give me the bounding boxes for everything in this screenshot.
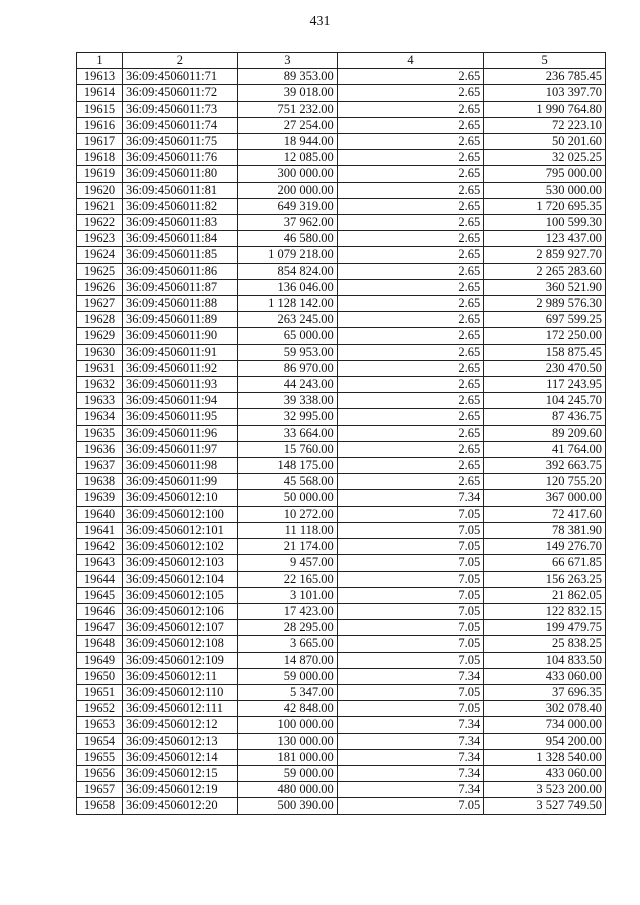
rate-cell: 7.05 [337,684,483,700]
row-number-cell: 19645 [77,587,123,603]
area-value-cell: 751 232.00 [237,101,337,117]
rate-cell: 2.65 [337,328,483,344]
rate-cell: 2.65 [337,425,483,441]
cadastral-number-cell: 36:09:4506011:71 [122,69,237,85]
cadastral-number-cell: 36:09:4506012:15 [122,765,237,781]
total-value-cell: 41 764.00 [484,441,606,457]
rate-cell: 7.05 [337,636,483,652]
area-value-cell: 1 079 218.00 [237,247,337,263]
table-row [77,312,606,328]
table-row [77,231,606,247]
row-number-cell: 19629 [77,328,123,344]
total-value-cell: 156 263.25 [484,571,606,587]
total-value-cell: 954 200.00 [484,733,606,749]
rate-cell: 2.65 [337,474,483,490]
total-value-cell: 104 245.70 [484,393,606,409]
cadastral-number-cell: 36:09:4506012:109 [122,652,237,668]
rate-cell: 7.05 [337,539,483,555]
cadastral-number-cell: 36:09:4506011:88 [122,296,237,312]
register-table [76,52,606,815]
row-number-cell: 19646 [77,603,123,619]
row-number-cell: 19628 [77,312,123,328]
rate-cell: 2.65 [337,166,483,182]
cadastral-number-cell: 36:09:4506011:92 [122,360,237,376]
rate-cell: 2.65 [337,117,483,133]
rate-cell: 2.65 [337,344,483,360]
row-number-cell: 19634 [77,409,123,425]
table-row [77,798,606,814]
total-value-cell: 433 060.00 [484,668,606,684]
total-value-cell: 25 838.25 [484,636,606,652]
cadastral-number-cell: 36:09:4506011:82 [122,198,237,214]
area-value-cell: 59 953.00 [237,344,337,360]
total-value-cell: 103 397.70 [484,85,606,101]
area-value-cell: 100 000.00 [237,717,337,733]
cadastral-number-cell: 36:09:4506011:81 [122,182,237,198]
area-value-cell: 148 175.00 [237,458,337,474]
cadastral-number-cell: 36:09:4506011:84 [122,231,237,247]
area-value-cell: 3 101.00 [237,587,337,603]
rate-cell: 7.05 [337,522,483,538]
cadastral-number-cell: 36:09:4506012:102 [122,539,237,555]
row-number-cell: 19647 [77,620,123,636]
cadastral-number-cell: 36:09:4506012:108 [122,636,237,652]
total-value-cell: 117 243.95 [484,377,606,393]
cadastral-number-cell: 36:09:4506012:107 [122,620,237,636]
total-value-cell: 392 663.75 [484,458,606,474]
row-number-cell: 19635 [77,425,123,441]
total-value-cell: 367 000.00 [484,490,606,506]
cadastral-number-cell: 36:09:4506012:11 [122,668,237,684]
area-value-cell: 33 664.00 [237,425,337,441]
cadastral-number-cell: 36:09:4506011:96 [122,425,237,441]
total-value-cell: 1 328 540.00 [484,749,606,765]
column-header-5: 5 [484,53,606,69]
row-number-cell: 19617 [77,134,123,150]
cadastral-number-cell: 36:09:4506011:90 [122,328,237,344]
cadastral-number-cell: 36:09:4506012:103 [122,555,237,571]
cadastral-number-cell: 36:09:4506011:93 [122,377,237,393]
row-number-cell: 19651 [77,684,123,700]
table-row [77,215,606,231]
rate-cell: 7.34 [337,765,483,781]
table-row [77,717,606,733]
row-number-cell: 19626 [77,279,123,295]
total-value-cell: 123 437.00 [484,231,606,247]
area-value-cell: 65 000.00 [237,328,337,344]
table-row [77,539,606,555]
row-number-cell: 19649 [77,652,123,668]
total-value-cell: 122 832.15 [484,603,606,619]
row-number-cell: 19615 [77,101,123,117]
row-number-cell: 19620 [77,182,123,198]
row-number-cell: 19654 [77,733,123,749]
table-row [77,69,606,85]
rate-cell: 7.05 [337,603,483,619]
row-number-cell: 19619 [77,166,123,182]
cadastral-number-cell: 36:09:4506011:75 [122,134,237,150]
row-number-cell: 19633 [77,393,123,409]
row-number-cell: 19614 [77,85,123,101]
total-value-cell: 360 521.90 [484,279,606,295]
row-number-cell: 19640 [77,506,123,522]
area-value-cell: 1 128 142.00 [237,296,337,312]
cadastral-number-cell: 36:09:4506012:100 [122,506,237,522]
area-value-cell: 44 243.00 [237,377,337,393]
table-row [77,522,606,538]
total-value-cell: 697 599.25 [484,312,606,328]
area-value-cell: 17 423.00 [237,603,337,619]
cadastral-number-cell: 36:09:4506011:73 [122,101,237,117]
table-row [77,587,606,603]
total-value-cell: 50 201.60 [484,134,606,150]
total-value-cell: 302 078.40 [484,701,606,717]
table-row [77,782,606,798]
table-row [77,377,606,393]
rate-cell: 2.65 [337,85,483,101]
column-header-3: 3 [237,53,337,69]
row-number-cell: 19616 [77,117,123,133]
row-number-cell: 19657 [77,782,123,798]
area-value-cell: 39 018.00 [237,85,337,101]
area-value-cell: 32 995.00 [237,409,337,425]
area-value-cell: 86 970.00 [237,360,337,376]
table-row [77,652,606,668]
rate-cell: 2.65 [337,458,483,474]
area-value-cell: 649 319.00 [237,198,337,214]
cadastral-number-cell: 36:09:4506011:72 [122,85,237,101]
rate-cell: 2.65 [337,263,483,279]
total-value-cell: 72 223.10 [484,117,606,133]
cadastral-number-cell: 36:09:4506011:85 [122,247,237,263]
area-value-cell: 21 174.00 [237,539,337,555]
rate-cell: 7.05 [337,555,483,571]
cadastral-number-cell: 36:09:4506012:111 [122,701,237,717]
table-row [77,441,606,457]
page-number: 431 [309,14,331,29]
total-value-cell: 3 527 749.50 [484,798,606,814]
row-number-cell: 19636 [77,441,123,457]
cadastral-number-cell: 36:09:4506012:19 [122,782,237,798]
row-number-cell: 19652 [77,701,123,717]
cadastral-number-cell: 36:09:4506012:10 [122,490,237,506]
area-value-cell: 181 000.00 [237,749,337,765]
area-value-cell: 59 000.00 [237,668,337,684]
area-value-cell: 27 254.00 [237,117,337,133]
rate-cell: 7.05 [337,652,483,668]
table-row [77,198,606,214]
rate-cell: 2.65 [337,231,483,247]
rate-cell: 2.65 [337,279,483,295]
cadastral-number-cell: 36:09:4506011:74 [122,117,237,133]
table-row [77,620,606,636]
area-value-cell: 28 295.00 [237,620,337,636]
rate-cell: 2.65 [337,69,483,85]
table-row [77,344,606,360]
rate-cell: 2.65 [337,441,483,457]
rate-cell: 2.65 [337,215,483,231]
rate-cell: 2.65 [337,312,483,328]
rate-cell: 7.05 [337,620,483,636]
table-row [77,117,606,133]
rate-cell: 2.65 [337,393,483,409]
total-value-cell: 158 875.45 [484,344,606,360]
row-number-cell: 19656 [77,765,123,781]
total-value-cell: 530 000.00 [484,182,606,198]
cadastral-number-cell: 36:09:4506011:98 [122,458,237,474]
area-value-cell: 9 457.00 [237,555,337,571]
rate-cell: 2.65 [337,247,483,263]
area-value-cell: 11 118.00 [237,522,337,538]
table-row [77,150,606,166]
cadastral-number-cell: 36:09:4506012:110 [122,684,237,700]
area-value-cell: 200 000.00 [237,182,337,198]
table-row [77,490,606,506]
table-row [77,701,606,717]
header-row [77,53,606,69]
rate-cell: 2.65 [337,101,483,117]
total-value-cell: 433 060.00 [484,765,606,781]
total-value-cell: 37 696.35 [484,684,606,700]
rate-cell: 2.65 [337,150,483,166]
total-value-cell: 100 599.30 [484,215,606,231]
rate-cell: 7.34 [337,782,483,798]
rate-cell: 2.65 [337,360,483,376]
total-value-cell: 87 436.75 [484,409,606,425]
cadastral-number-cell: 36:09:4506011:91 [122,344,237,360]
row-number-cell: 19623 [77,231,123,247]
row-number-cell: 19637 [77,458,123,474]
row-number-cell: 19639 [77,490,123,506]
rate-cell: 2.65 [337,409,483,425]
table-row [77,166,606,182]
row-number-cell: 19642 [77,539,123,555]
rate-cell: 2.65 [337,134,483,150]
row-number-cell: 19618 [77,150,123,166]
total-value-cell: 734 000.00 [484,717,606,733]
table-row [77,668,606,684]
cadastral-number-cell: 36:09:4506011:95 [122,409,237,425]
area-value-cell: 42 848.00 [237,701,337,717]
total-value-cell: 2 265 283.60 [484,263,606,279]
cadastral-number-cell: 36:09:4506011:80 [122,166,237,182]
rate-cell: 7.05 [337,587,483,603]
rate-cell: 7.34 [337,749,483,765]
table-row [77,360,606,376]
rate-cell: 2.65 [337,377,483,393]
area-value-cell: 480 000.00 [237,782,337,798]
cadastral-number-cell: 36:09:4506012:104 [122,571,237,587]
rate-cell: 7.34 [337,733,483,749]
cadastral-number-cell: 36:09:4506011:86 [122,263,237,279]
total-value-cell: 795 000.00 [484,166,606,182]
table-row [77,85,606,101]
rate-cell: 2.65 [337,296,483,312]
area-value-cell: 45 568.00 [237,474,337,490]
cadastral-number-cell: 36:09:4506012:106 [122,603,237,619]
total-value-cell: 1 990 764.80 [484,101,606,117]
table-row [77,101,606,117]
rate-cell: 2.65 [337,198,483,214]
area-value-cell: 12 085.00 [237,150,337,166]
row-number-cell: 19655 [77,749,123,765]
row-number-cell: 19624 [77,247,123,263]
table-row [77,409,606,425]
cadastral-number-cell: 36:09:4506012:105 [122,587,237,603]
area-value-cell: 22 165.00 [237,571,337,587]
row-number-cell: 19625 [77,263,123,279]
total-value-cell: 78 381.90 [484,522,606,538]
rate-cell: 7.05 [337,571,483,587]
area-value-cell: 18 944.00 [237,134,337,150]
area-value-cell: 15 760.00 [237,441,337,457]
area-value-cell: 59 000.00 [237,765,337,781]
total-value-cell: 172 250.00 [484,328,606,344]
table-row [77,636,606,652]
table-row [77,555,606,571]
row-number-cell: 19621 [77,198,123,214]
table-row [77,296,606,312]
area-value-cell: 136 046.00 [237,279,337,295]
area-value-cell: 3 665.00 [237,636,337,652]
rate-cell: 2.65 [337,182,483,198]
area-value-cell: 14 870.00 [237,652,337,668]
table-row [77,134,606,150]
cadastral-number-cell: 36:09:4506011:94 [122,393,237,409]
rate-cell: 7.34 [337,668,483,684]
total-value-cell: 32 025.25 [484,150,606,166]
column-header-2: 2 [122,53,237,69]
rate-cell: 7.05 [337,506,483,522]
total-value-cell: 72 417.60 [484,506,606,522]
area-value-cell: 89 353.00 [237,69,337,85]
area-value-cell: 37 962.00 [237,215,337,231]
area-value-cell: 854 824.00 [237,263,337,279]
table-row [77,603,606,619]
row-number-cell: 19631 [77,360,123,376]
row-number-cell: 19653 [77,717,123,733]
total-value-cell: 149 276.70 [484,539,606,555]
cadastral-number-cell: 36:09:4506011:97 [122,441,237,457]
total-value-cell: 120 755.20 [484,474,606,490]
cadastral-number-cell: 36:09:4506012:13 [122,733,237,749]
total-value-cell: 199 479.75 [484,620,606,636]
area-value-cell: 300 000.00 [237,166,337,182]
total-value-cell: 2 859 927.70 [484,247,606,263]
table-row [77,182,606,198]
total-value-cell: 2 989 576.30 [484,296,606,312]
table-row [77,474,606,490]
total-value-cell: 3 523 200.00 [484,782,606,798]
table-row [77,263,606,279]
table-row [77,684,606,700]
row-number-cell: 19622 [77,215,123,231]
total-value-cell: 1 720 695.35 [484,198,606,214]
rate-cell: 7.34 [337,717,483,733]
cadastral-number-cell: 36:09:4506011:76 [122,150,237,166]
rate-cell: 7.05 [337,701,483,717]
total-value-cell: 66 671.85 [484,555,606,571]
cadastral-number-cell: 36:09:4506011:87 [122,279,237,295]
cadastral-number-cell: 36:09:4506011:99 [122,474,237,490]
table-body [77,69,606,814]
table-row [77,571,606,587]
cadastral-number-cell: 36:09:4506012:12 [122,717,237,733]
column-header-4: 4 [337,53,483,69]
table-row [77,425,606,441]
cadastral-number-cell: 36:09:4506012:14 [122,749,237,765]
cadastral-number-cell: 36:09:4506011:83 [122,215,237,231]
row-number-cell: 19630 [77,344,123,360]
row-number-cell: 19644 [77,571,123,587]
cadastral-number-cell: 36:09:4506012:101 [122,522,237,538]
row-number-cell: 19643 [77,555,123,571]
cadastral-number-cell: 36:09:4506012:20 [122,798,237,814]
row-number-cell: 19650 [77,668,123,684]
row-number-cell: 19641 [77,522,123,538]
rate-cell: 7.34 [337,490,483,506]
area-value-cell: 130 000.00 [237,733,337,749]
table-row [77,749,606,765]
area-value-cell: 500 390.00 [237,798,337,814]
total-value-cell: 89 209.60 [484,425,606,441]
row-number-cell: 19632 [77,377,123,393]
area-value-cell: 5 347.00 [237,684,337,700]
total-value-cell: 21 862.05 [484,587,606,603]
table-row [77,733,606,749]
area-value-cell: 263 245.00 [237,312,337,328]
area-value-cell: 50 000.00 [237,490,337,506]
table-row [77,328,606,344]
area-value-cell: 46 580.00 [237,231,337,247]
table-row [77,279,606,295]
total-value-cell: 236 785.45 [484,69,606,85]
row-number-cell: 19627 [77,296,123,312]
row-number-cell: 19648 [77,636,123,652]
column-header-1: 1 [77,53,123,69]
total-value-cell: 104 833.50 [484,652,606,668]
cadastral-number-cell: 36:09:4506011:89 [122,312,237,328]
table-row [77,765,606,781]
table-row [77,506,606,522]
rate-cell: 7.05 [337,798,483,814]
row-number-cell: 19613 [77,69,123,85]
area-value-cell: 39 338.00 [237,393,337,409]
area-value-cell: 10 272.00 [237,506,337,522]
table-row [77,458,606,474]
table-row [77,247,606,263]
row-number-cell: 19638 [77,474,123,490]
table-row [77,393,606,409]
row-number-cell: 19658 [77,798,123,814]
total-value-cell: 230 470.50 [484,360,606,376]
